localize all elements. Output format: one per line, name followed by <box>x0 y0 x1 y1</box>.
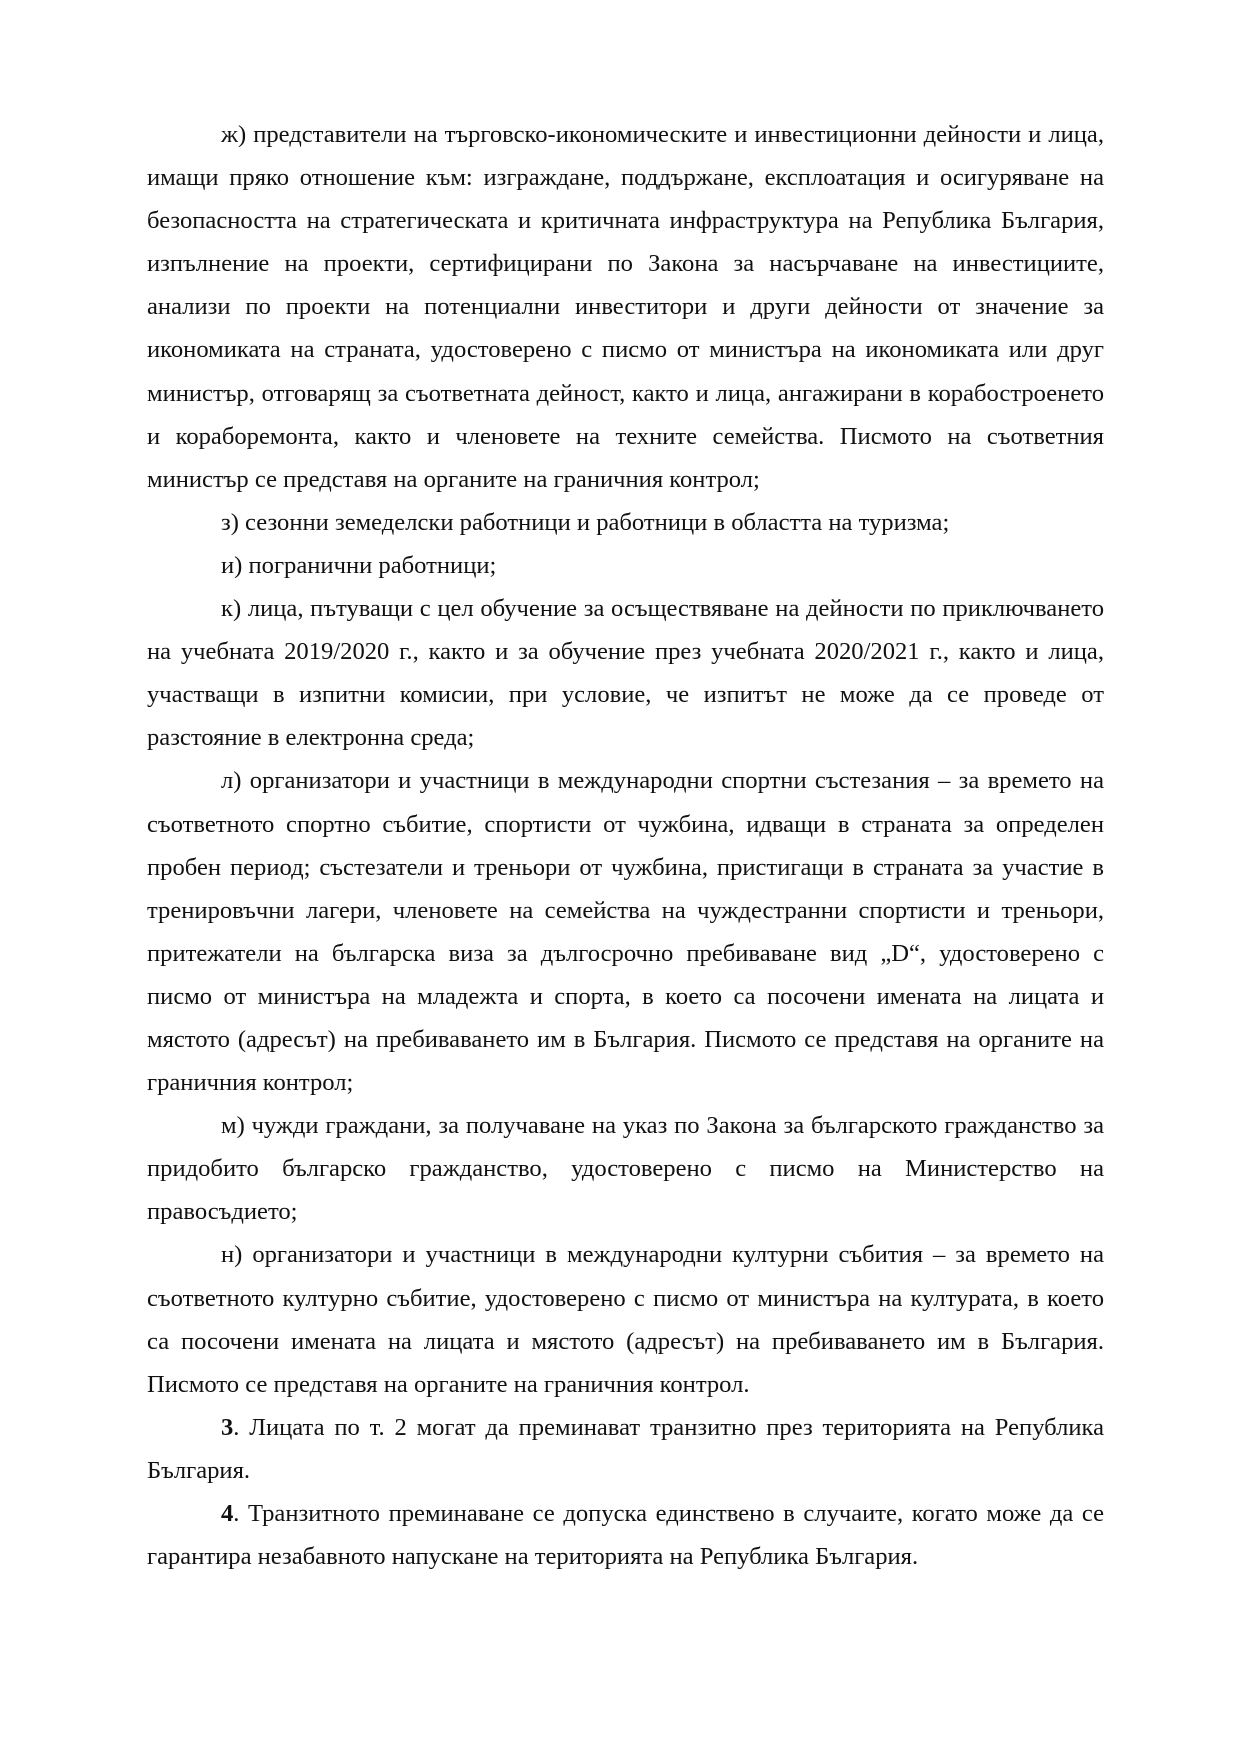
paragraph-m: м) чужди граждани, за получаване на указ по Закона за българското гражданство за придобито българско гражданство, удостоверено с писмо на Министерство на правосъдието; <box>147 1112 1104 1226</box>
point-4-number: 4 <box>221 1500 234 1527</box>
point-3-number: 3 <box>221 1413 234 1441</box>
paragraph-l: л) организатори и участници в международни спортни състезания – за времето на съответното спортно събитие, спортисти от чужбина, идващи в страната за определен пробен период; състезатели и треньори от чужбина, пристигащи в страната за участие в тренировъчни лагери, членовете на семейства на чуждестранни спортисти и треньори, притежатели на българска виза за дългосрочно пребиваване вид „D“, удостоверено с писмо от министъра на младежта и спорта, в което са посочени имената на лицата и мястото (адресът) на пребиваването им в България. Писмото се представя на органите на граничния контрол; <box>147 767 1104 1097</box>
point-3 <box>147 1406 1104 1492</box>
paragraph-n: н) организатори и участници в международни културни събития – за времето на съответното културно събитие, удостоверено с писмо от министъра на културата, в което са посочени имената на лицата и мястото (адресът) на пребиваването им в България. Писмото се представя на органите на граничния контрол. <box>147 1241 1104 1398</box>
document-page <box>147 113 1104 1578</box>
paragraph-i: и) погранични работници; <box>221 551 497 579</box>
paragraph-zh: ж) представители на търговско-икономическите и инвестиционни дейности и лица, имащи пряко отношение към: изграждане, поддържане, експлоатация и осигуряване на безопасността на стратегическата и критичната инфраструктура на Република България, изпълнение на проекти, сертифицирани по Закона за насърчаване на инвестициите, анализи по проекти на потенциални инвеститори и други дейности от значение за икономиката на страната, удостоверено с писмо от министъра на икономиката или друг министър, отговарящ за съответната дейност, както и лица, ангажирани в корабостроенето и кораборемонта, както и членовете на техните семейства. Писмото на съответния министър се представя на органите на граничния контрол; <box>147 121 1104 493</box>
paragraph-z: з) сезонни земеделски работници и работници в областта на туризма; <box>221 508 950 536</box>
paragraph-k: к) лица, пътуващи с цел обучение за осъществяване на дейности по приключването на учебната 2019/2020 г., както и за обучение през учебната 2020/2021 г., както и лица, участващи в изпитни комисии, при условие, че изпитът не може да се проведе от разстояние в електронна среда; <box>147 595 1104 752</box>
point-4-text: . Транзитното преминаване се допуска единствено в случаите, когато може да се гарантира незабавното напускане на територията на Република България. <box>147 1500 1104 1571</box>
point-3-text: . Лицата по т. 2 могат да преминават транзитно през територията на Република България. <box>147 1413 1104 1484</box>
point-4 <box>147 1492 1104 1578</box>
